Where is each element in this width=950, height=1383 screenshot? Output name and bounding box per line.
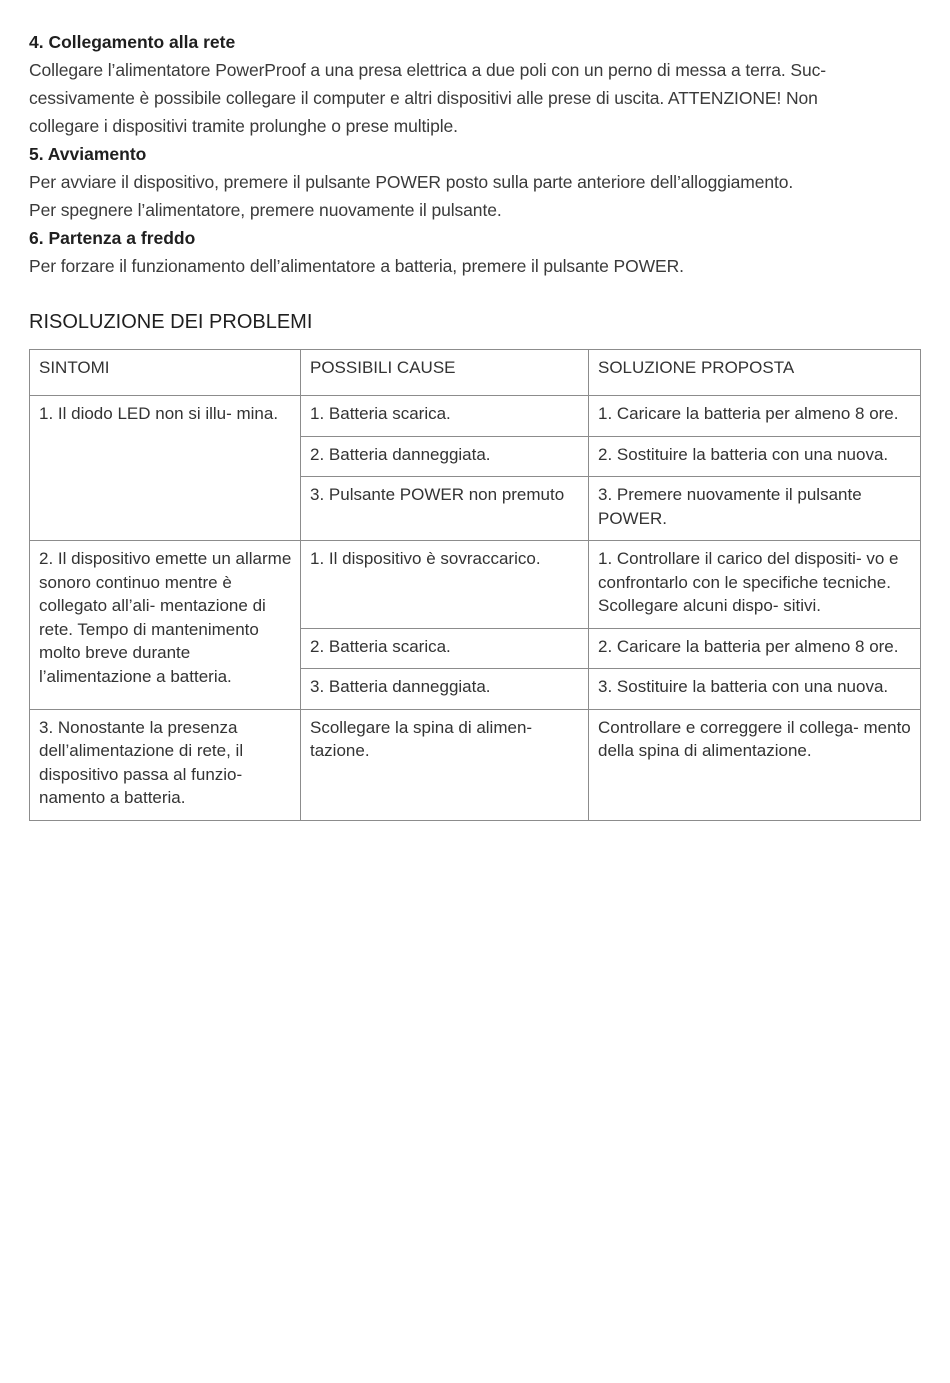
troubleshooting-table — [29, 349, 921, 821]
solution-cell: 1. Caricare la batteria per almeno 8 ore. — [589, 396, 921, 437]
symptom-cell: 2. Il dispositivo emette un allarme sonoro continuo mentre è collegato all’ali- mentazione di rete. Tempo di mantenimento molto breve durante l’alimentazione a batteria. — [30, 541, 301, 710]
section-text-line: Per forzare il funzionamento dell’alimentatore a batteria, premere il pulsante POWER. — [29, 256, 684, 276]
solution-cell: 2. Sostituire la batteria con una nuova. — [589, 436, 921, 477]
troubleshooting-title: RISOLUZIONE DEI PROBLEMI — [29, 311, 313, 333]
section-network-connection — [29, 28, 920, 140]
section-heading: 6. Partenza a freddo — [29, 228, 196, 248]
cause-cell: 1. Batteria scarica. — [301, 396, 589, 437]
solution-cell: Controllare e correggere il collega- mento della spina di alimentazione. — [589, 709, 921, 820]
section-text-line: Per avviare il dispositivo, premere il pulsante POWER posto sulla parte anteriore dell’alloggiamento. — [29, 172, 794, 192]
symptom-cell: 1. Il diodo LED non si illu- mina. — [30, 396, 301, 541]
section-heading: 4. Collegamento alla rete — [29, 32, 236, 52]
cause-cell: Scollegare la spina di alimen- tazione. — [301, 709, 589, 820]
section-heading: 5. Avviamento — [29, 144, 147, 164]
symptom-cell: 3. Nonostante la presenza dell’alimentazione di rete, il dispositivo passa al funzio- namento a batteria. — [30, 709, 301, 820]
section-startup — [29, 140, 920, 224]
solution-cell: 1. Controllare il carico del dispositi- vo e confrontarlo con le specifiche tecniche. Scollegare alcuni dispo- sitivi. — [589, 541, 921, 629]
cause-cell: 2. Batteria danneggiata. — [301, 436, 589, 477]
section-text-line: collegare i dispositivi tramite prolunghe o prese multiple. — [29, 116, 458, 136]
table-row — [30, 709, 921, 820]
solution-cell: 2. Caricare la batteria per almeno 8 ore. — [589, 628, 921, 669]
cause-cell: 2. Batteria scarica. — [301, 628, 589, 669]
section-text-line: cessivamente è possibile collegare il computer e altri dispositivi alle prese di uscita. ATTENZIONE! Non — [29, 88, 818, 108]
header-symptoms: SINTOMI — [30, 350, 301, 396]
table-row — [30, 541, 921, 629]
cause-cell: 3. Pulsante POWER non premuto — [301, 477, 589, 541]
solution-cell: 3. Premere nuovamente il pulsante POWER. — [589, 477, 921, 541]
header-solutions: SOLUZIONE PROPOSTA — [589, 350, 921, 396]
cause-cell: 3. Batteria danneggiata. — [301, 669, 589, 710]
section-cold-start — [29, 224, 920, 280]
table-header-row — [30, 350, 921, 396]
solution-cell: 3. Sostituire la batteria con una nuova. — [589, 669, 921, 710]
section-text-line: Per spegnere l’alimentatore, premere nuovamente il pulsante. — [29, 200, 502, 220]
header-causes: POSSIBILI CAUSE — [301, 350, 589, 396]
document-page — [29, 28, 920, 821]
cause-cell: 1. Il dispositivo è sovraccarico. — [301, 541, 589, 629]
table-row — [30, 396, 921, 437]
section-text-line: Collegare l’alimentatore PowerProof a una presa elettrica a due poli con un perno di messa a terra. Suc- — [29, 60, 826, 80]
